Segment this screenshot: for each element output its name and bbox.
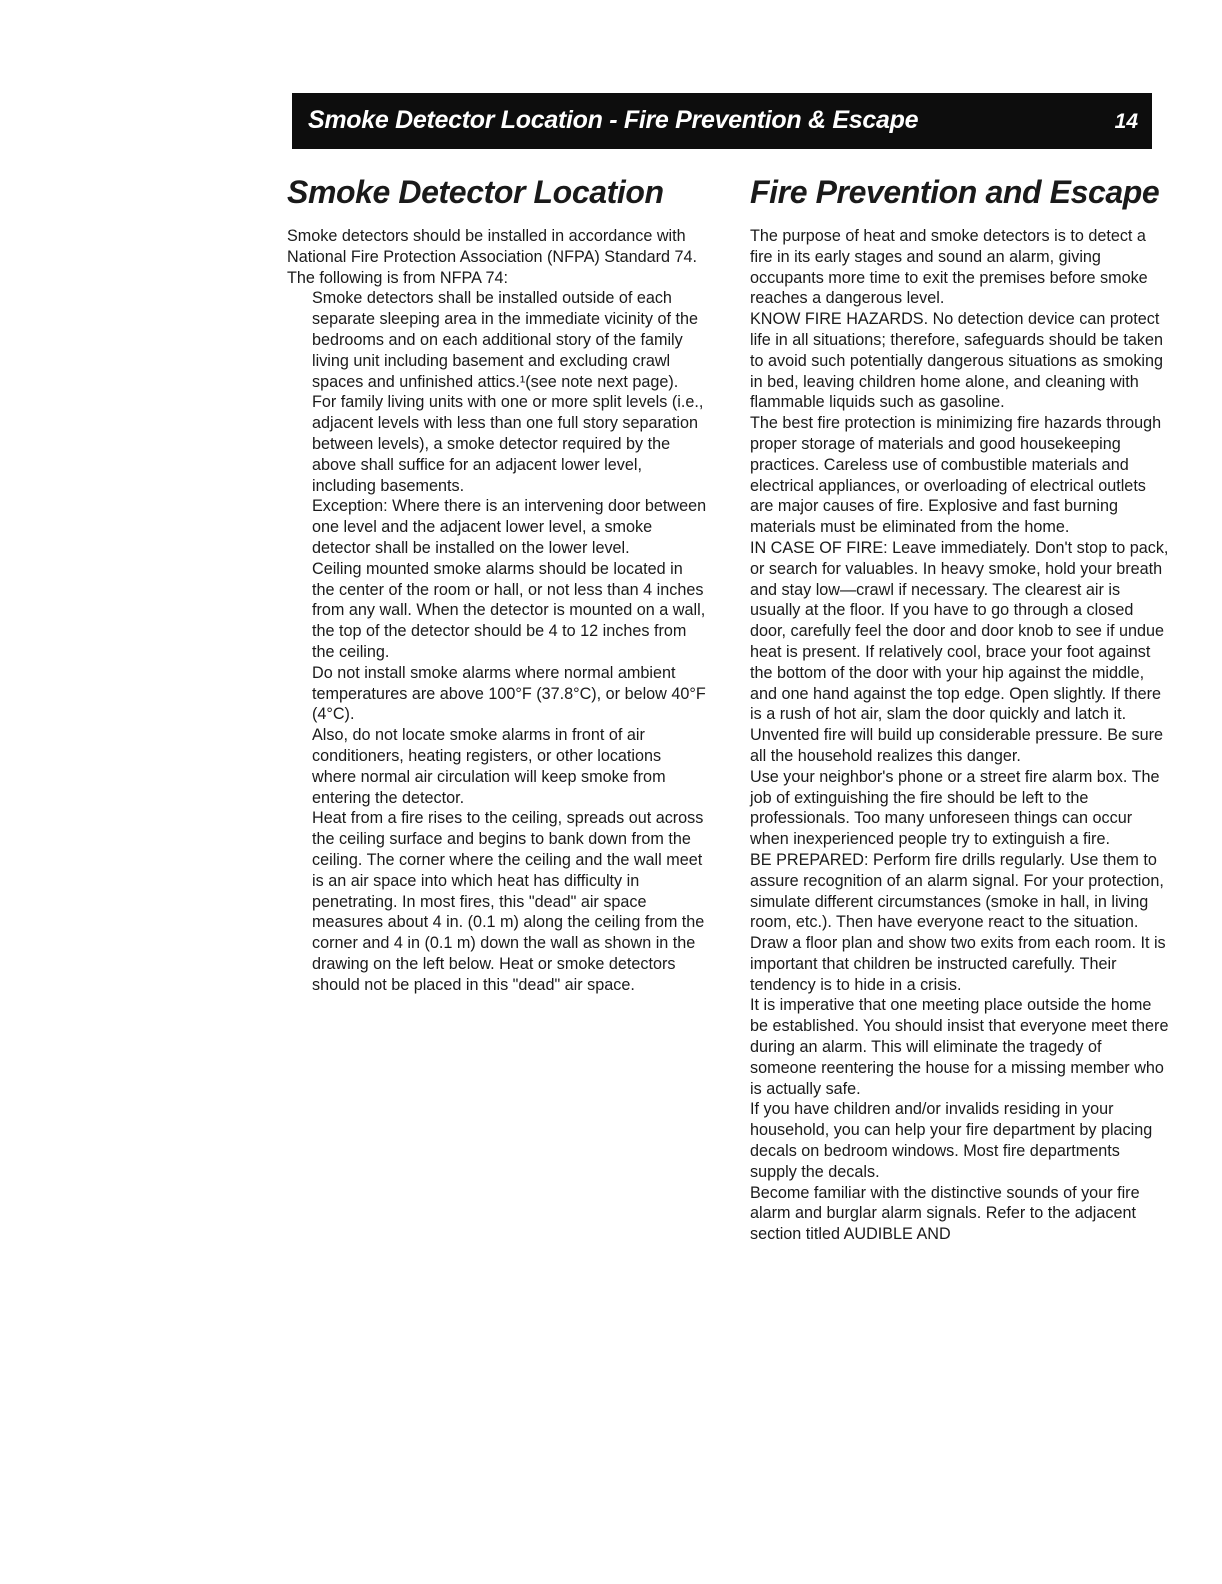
paragraph: IN CASE OF FIRE: Leave immediately. Don't stop to pack, or search for valuables. In heavy smoke, hold your breath and stay low—crawl if necessary. The clearest air is usually at the floor. If you have to go through a closed door, carefully feel the door and door knob to see if undue heat is present. If relatively cool, brace your foot against the bottom of the door with your hip against the middle, and one hand against the top edge. Open slightly. If there is a rush of hot air, slam the door quickly and latch it. Unvented fire will build up considerable pressure. Be sure all the household realizes this danger. [750, 538, 1169, 765]
page-number: 14 [1114, 110, 1138, 133]
paragraph: KNOW FIRE HAZARDS. No detection device can protect life in all situations; therefore, safeguards should be taken to avoid such potentially dangerous situations as smoking in bed, leaving children home alone, and cleaning with flammable liquids such as gasoline. [750, 310, 1164, 412]
paragraph: Heat from a fire rises to the ceiling, spreads out across the ceiling surface and begins to bank down from the ceiling. The corner where the ceiling and the wall meet is an air space into which heat has difficulty in penetrating. In most fires, this "dead" air space measures about 4 in. (0.1 m) along the ceiling from the corner and 4 in (0.1 m) down the wall as shown in the drawing on the left below. Heat or smoke detectors should not be placed in this "dead" air space. [312, 809, 705, 994]
paragraph: Exception: Where there is an intervening door between one level and the adjacent lower level, a smoke detector shall be installed on the lower level. [312, 497, 707, 557]
header-title: Smoke Detector Location - Fire Prevention & Escape [308, 106, 919, 134]
paragraph: The purpose of heat and smoke detectors is to detect a fire in its early stages and sound an alarm, giving occupants more time to exit the premises before smoke reaches a dangerous level. [750, 227, 1148, 308]
paragraph: The best fire protection is minimizing fire hazards through proper storage of materials and good housekeeping practices. Careless use of combustible materials and electrical appliances, or overloading of electrical outlets are major causes of fire. Explosive and fast burning materials must be eliminated from the home. [750, 414, 1162, 537]
paragraph: If you have children and/or invalids residing in your household, you can help your fire department by placing decals on bedroom windows. Most fire departments supply the decals. [750, 1100, 1153, 1181]
paragraph: BE PREPARED: Perform fire drills regularly. Use them to assure recognition of an alarm signal. For your protection, simulate different circumstances (smoke in hall, in living room, etc.). Then have everyone react to the situation. Draw a floor plan and show two exits from each room. It is important that children be instructed carefully. Their tendency is to hide in a crisis. [750, 850, 1166, 994]
paragraph: Do not install smoke alarms where normal ambient temperatures are above 100°F (37.8°C), or below 40°F (4°C). [312, 663, 706, 724]
paragraph: Also, do not locate smoke alarms in front of air conditioners, heating registers, or other locations where normal air circulation will keep smoke from entering the detector. [312, 726, 666, 807]
section-title: Smoke Detector Location [287, 174, 664, 210]
smoke-detector-location-section [287, 168, 707, 995]
intro-paragraph: Smoke detectors should be installed in accordance with National Fire Protection Association (NFPA) Standard 74. The following is from NFPA 74: [287, 227, 697, 287]
page-header-bar [292, 93, 1152, 149]
paragraph: Smoke detectors shall be installed outside of each separate sleeping area in the immediate vicinity of the bedrooms and on each additional story of the family living unit including basement and excluding crawl spaces and unfinished attics.¹(see note next page). [312, 289, 699, 391]
fire-prevention-section [750, 168, 1170, 1245]
section-title: Fire Prevention and Escape [750, 174, 1160, 210]
paragraph: Ceiling mounted smoke alarms should be located in the center of the room or hall, or not less than 4 inches from any wall. When the detector is mounted on a wall, the top of the detector should be 4 to 12 inches from the ceiling. [312, 559, 706, 661]
paragraph: Use your neighbor's phone or a street fire alarm box. The job of extinguishing the fire should be left to the professionals. Too many unforeseen things can occur when inexperienced people try to extinguish a fire. [750, 767, 1160, 849]
paragraph: Become familiar with the distinctive sounds of your fire alarm and burglar alarm signals. Refer to the adjacent section titled AUDIBLE AND [750, 1183, 1140, 1244]
paragraph: For family living units with one or more split levels (i.e., adjacent levels with less than one full story separation between levels), a smoke detector required by the above shall suffice for an adjacent lower level, including basements. [312, 393, 704, 495]
paragraph: It is imperative that one meeting place outside the home be established. You should insist that everyone meet there during an alarm. This will eliminate the tragedy of someone reentering the house for a missing member who is actually safe. [750, 996, 1169, 1098]
